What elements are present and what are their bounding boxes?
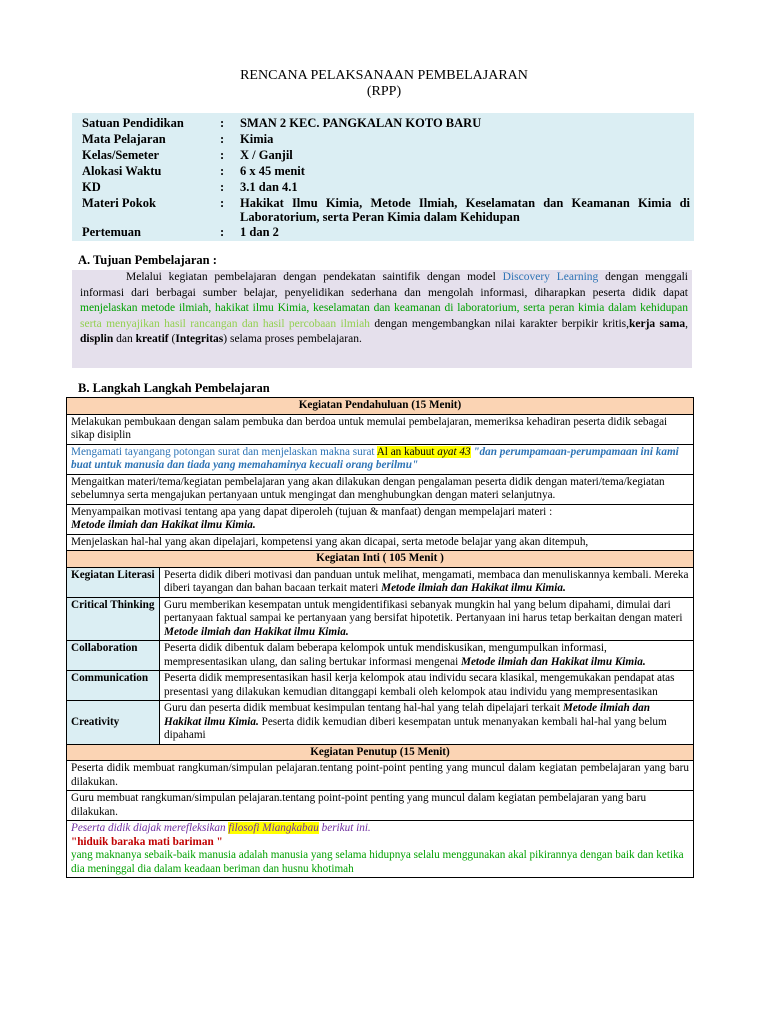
section-a-heading: A. Tujuan Pembelajaran : bbox=[78, 253, 217, 267]
inti-text: Peserta didik diberi motivasi dan panduan untuk melihat, mengamati, membaca dan menuliskannya kembali. Mereka diberi tayangan dan bahan bacaan terkait materi Metode ilmiah dan Hakikat ilmu Kimia. bbox=[160, 567, 694, 597]
inti-label: Kegiatan Literasi bbox=[67, 567, 160, 597]
inti-label: Collaboration bbox=[67, 641, 160, 671]
table-row: Mengamati tayangang potongan surat dan menjelaskan makna surat Al an kabuut ayat 43 "dan perumpamaan-perumpamaan ini kami buat untuk manusia dan tiada yang memahaminya kecuali orang berilmu" bbox=[67, 444, 694, 474]
inti-text: Peserta didik dibentuk dalam beberapa kelompok untuk mendiskusikan, mengumpulkan informasi, mempresentasikan ulang, dan saling bertukar informasi mengenai Metode ilmiah dan Hakikat ilmu Kimia. bbox=[160, 641, 694, 671]
identity-block: Satuan Pendidikan : SMAN 2 KEC. PANGKALAN KOTO BARU Mata Pelajaran : Kimia Kelas/Semeter : X / Ganjil Alokasi Waktu : 6 x 45 menit KD : 3.1 dan 4.1 Materi Pokok : Hakikat Ilmu Kimia, Metode Ilmiah, Keselamatan dan Keamanan Kimia di Laboratorium, serta Peran Kimia dalam Kehidupan Pertemuan : 1 dan 2 bbox=[72, 113, 694, 241]
inti-label: Critical Thinking bbox=[67, 597, 160, 641]
pendahuluan-header: Kegiatan Pendahuluan (15 Menit) bbox=[67, 398, 694, 415]
inti-text: Guru dan peserta didik membuat kesimpulan tentang hal-hal yang telah dipelajari terkait Metode ilmiah dan Hakikat ilmu Kimia. Peserta didik kemudian diberi kesempatan untuk menanyakan kembali hal-hal yang belum dipahami bbox=[160, 701, 694, 745]
table-row: Menjelaskan hal-hal yang akan dipelajari, kompetensi yang akan dicapai, serta metode belajar yang akan ditempuh, bbox=[67, 534, 694, 551]
section-b-heading: B. Langkah Langkah Pembelajaran bbox=[78, 381, 270, 395]
inti-label: Communication bbox=[67, 671, 160, 701]
inti-text: Guru memberikan kesempatan untuk mengidentifikasi sebanyak mungkin hal yang belum dipahami, dimulai dari pertanyaan faktual sampai ke pertanyaan yang bersifat hipotetik. Pertanyaan ini harus tetap berkaitan dengan materi Metode ilmiah dan Hakikat ilmu Kimia. bbox=[160, 597, 694, 641]
penutup-header: Kegiatan Penutup (15 Menit) bbox=[67, 744, 694, 761]
table-row: Peserta didik diajak merefleksikan filosofi Miangkabau berikut ini. "hiduik baraka mati bariman " yang maknanya sebaik-baik manusia adalah manusia yang selama hidupnya selalu menggunakan akal pikirannya dengan baik dan ketika dia meninggal dia dalam keadaan beriman dan husnu khotimah bbox=[67, 821, 694, 878]
inti-label: Creativity bbox=[67, 701, 160, 745]
tujuan-paragraph: Melalui kegiatan pembelajaran dengan pendekatan saintifik dengan model Discovery Learning dengan menggali informasi dari berbagai sumber belajar, penyelidikan sederhana dan mengolah informasi, diharapkan peserta didik dapat menjelaskan metode ilmiah, hakikat ilmu Kimia, keselamatan dan keamanan di laboratorium, serta peran kimia dalam kehidupan serta menyajikan hasil rancangan dan hasil percobaan ilmiah dengan mengembangkan nilai karakter berpikir kritis,kerja sama, displin dan kreatif (Integritas) selama proses pembelajaran. bbox=[72, 270, 692, 368]
steps-table bbox=[66, 397, 694, 878]
table-row: Menyampaikan motivasi tentang apa yang dapat diperoleh (tujuan & manfaat) dengan mempelajari materi : Metode ilmiah dan Hakikat ilmu Kimia. bbox=[67, 504, 694, 534]
inti-header: Kegiatan Inti ( 105 Menit ) bbox=[67, 551, 694, 568]
table-row: Peserta didik membuat rangkuman/simpulan pelajaran.tentang point-point penting yang muncul dalam kegiatan pembelajaran yang baru dilakukan. bbox=[67, 761, 694, 791]
doc-subtitle: (RPP) bbox=[366, 84, 402, 99]
table-row: Mengaitkan materi/tema/kegiatan pembelajaran yang akan dilakukan dengan pengalaman peserta didik dengan materi/tema/kegiatan sebelumnya serta mengajukan pertanyaan untuk mengingat dan menghubungkan dengan materi selanjutnya. bbox=[67, 474, 694, 504]
inti-text: Peserta didik mempresentasikan hasil kerja kelompok atau individu secara klasikal, mengemukakan pendapat atas presentasi yang dilakukan kemudian ditanggapi kembali oleh kelompok atau individu yang mempresentasikan bbox=[160, 671, 694, 701]
table-row: Melakukan pembukaan dengan salam pembuka dan berdoa untuk memulai pembelajaran, memeriksa kehadiran peserta didik sebagai sikap disiplin bbox=[67, 414, 694, 444]
doc-title: RENCANA PELAKSANAAN PEMBELAJARAN bbox=[240, 68, 528, 83]
table-row: Guru membuat rangkuman/simpulan pelajaran.tentang point-point penting yang muncul dalam kegiatan pembelajaran yang baru dilakukan. bbox=[67, 791, 694, 821]
